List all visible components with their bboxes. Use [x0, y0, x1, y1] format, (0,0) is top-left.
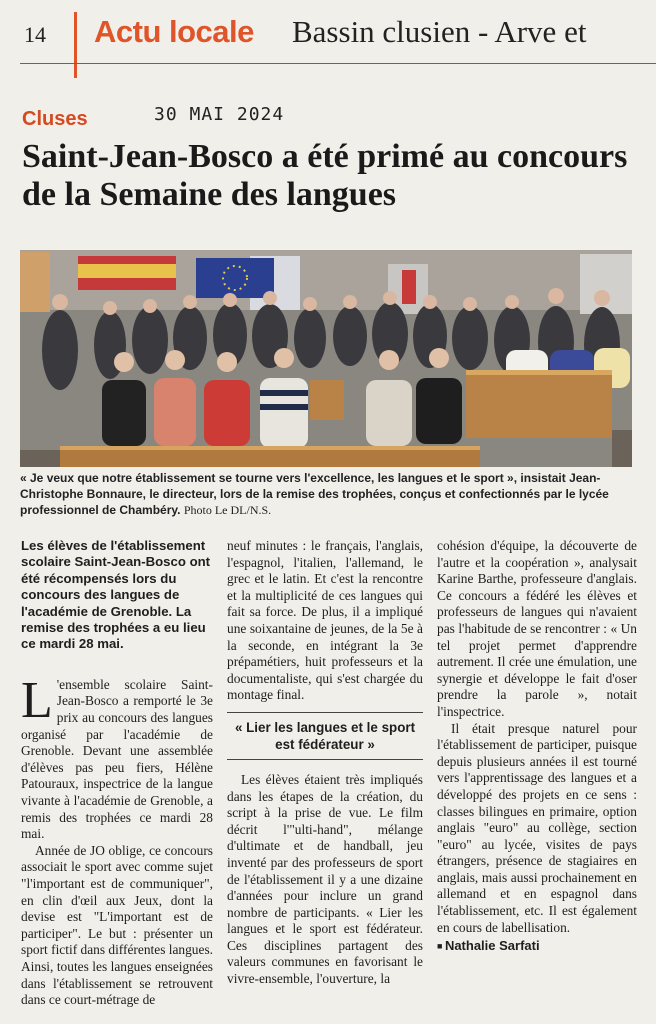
article-lead: Les élèves de l'établissement scolaire Saint-Jean-Bosco ont été récompensés lors du concours des langues de l'académie de Grenoble. La remise des trophées a eu lieu ce mardi 28 mai.	[21, 538, 211, 652]
intertitle: « Lier les langues et le sport est fédérateur »	[227, 712, 423, 760]
article-photo	[20, 250, 632, 467]
paragraph-1-text: 'ensemble scolaire Saint-Jean-Bosco a remporté le 3e prix au concours des langues organisé par l'académie de Grenoble. Devant une assemblée d'élèves pas peu fiers, Hélène Patouraux, inspectrice de la langue vivante à l'académie de Grenoble, a remis des trophées ce mardi 28 mai.	[21, 676, 213, 842]
paragraph-3: neuf minutes : le français, l'anglais, l'espagnol, l'italien, l'allemand, le grec et le latin. Et c'est la rencontre et la multiplicité de ces langues qui fait sa force. De plus, il a impliqué une soixantaine de jeunes, de la 5e à la seconde, en intégrant la 3e prépamétiers, huit professeurs et la documentaliste, qui s'est chargée du montage final.	[227, 538, 423, 703]
article-headline: Saint-Jean-Bosco a été primé au concours de la Semaine des langues	[22, 138, 628, 213]
page-header	[0, 0, 656, 66]
group-photo-illustration	[20, 250, 632, 467]
caption-text: « Je veux que notre établissement se tourne vers l'excellence, les langues et le sport », insistait Jean-Christophe Bonnaure, le directeur, lors de la remise des trophées, conçus et confectionnés par le lycée professionnel de Chambéry.	[20, 471, 609, 517]
section-title: Actu locale	[94, 14, 254, 49]
article-kicker: Cluses	[22, 108, 88, 130]
page-number: 14	[24, 22, 46, 47]
date-stamp: 30 MAI 2024	[154, 104, 285, 125]
byline: ■ Nathalie Sarfati	[437, 938, 637, 955]
photo-caption	[20, 470, 640, 518]
header-accent-bar	[74, 12, 77, 78]
header-rule	[20, 63, 656, 64]
drop-cap: L	[21, 671, 53, 729]
paragraph-4: Les élèves étaient très impliqués dans les étapes de la création, du script à la prise de vue. Le film décrit l'"ulti-hand", mélange d'ultimate et de handball, jeu inventé par des professeurs de sport de l'établissement il y a une dizaine d'années pour inclure un grand nombre de participants. « Lier les langues et le sport est fédérateur. Ces disciplines partagent des valeurs communes en favorisant le vivre-ensemble, l'ouverture, la	[227, 771, 423, 987]
article-column-1	[21, 538, 213, 1009]
article-column-3	[437, 538, 637, 955]
photo-credit: Photo Le DL/N.S.	[183, 503, 272, 517]
article-column-2	[227, 538, 423, 988]
paragraph-2: Année de JO oblige, ce concours associait le sport avec comme sujet "l'important est de communiquer", en clin d'œil aux Jeux, dont la devise est "L'important est de participer". Le but : présenter un sport fictif dans différentes langues. Ainsi, toutes les langues enseignées dans l'établissement se retrouvent dans ce court-métrage de	[21, 842, 213, 1008]
paragraph-1	[21, 671, 213, 843]
section-subtitle: Bassin clusien - Arve et	[292, 14, 587, 49]
paragraph-5: cohésion d'équipe, la découverte de l'autre et la coopération », analysait Karine Barthe, professeure d'anglais. Ce concours a fédéré les élèves et professeurs de langues qui n'avaient pas l'habitude de se rencontrer : « Un tel projet permet d'apprendre autrement. Il crée une émulation, une synergie et développe le fait d'oser prendre la parole », notait l'inspectrice.	[437, 538, 637, 719]
paragraph-6: Il était presque naturel pour l'établissement de participer, puisque depuis plusieurs années il est tourné vers l'apprentissage des langues et a développé des projets en ce sens : classes bilingues en primaire, option anglais "euro" au collège, section "euro" au lycée, visites de pays étrangers, présence de stagiaires en anglais, mais aussi prochainement en allemand et en espagnol dans l'établissement, etc. Il est également en cours de labellisation.	[437, 720, 637, 935]
